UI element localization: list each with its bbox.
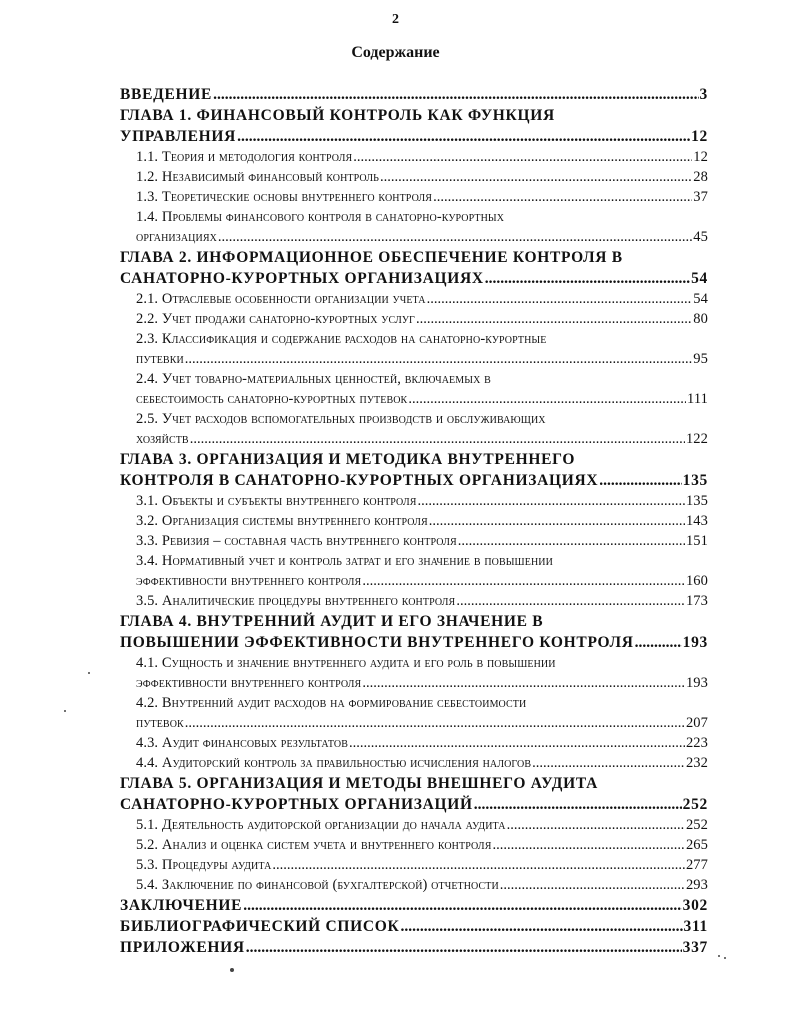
dot-leader: [380, 167, 692, 187]
toc-page-number: 95: [693, 351, 708, 367]
dot-leader: [458, 531, 685, 551]
toc-entry-title: эффективности внутреннего контроля: [136, 675, 362, 691]
toc-entry-title: 4.4. Аудиторский контроль за правильностью исчисления налогов: [136, 755, 532, 771]
toc-chapter[interactable]: [120, 611, 708, 653]
toc-page-number: 302: [682, 897, 708, 914]
toc-entry-title-line: 2.3. Классификация и содержание расходов на санаторно-курортные: [136, 331, 547, 347]
toc-page-number: 3: [699, 86, 708, 103]
toc-page-number: 232: [685, 755, 708, 771]
toc-entry-title: 3.1. Объекты и субъекты внутреннего контроля: [136, 493, 417, 509]
toc-section[interactable]: [120, 167, 708, 187]
page-number: 2: [392, 12, 399, 27]
toc-page-number: 135: [682, 472, 708, 489]
toc-section[interactable]: [120, 147, 708, 167]
toc-section[interactable]: [120, 733, 708, 753]
toc-section[interactable]: [120, 187, 708, 207]
toc-entry-title: 3.5. Аналитические процедуры внутреннего контроля: [136, 593, 456, 609]
toc-entry-title-line: 3.4. Нормативный учет и контроль затрат и его значение в повышении: [136, 553, 553, 569]
dot-leader: [218, 227, 692, 247]
toc-entry-title: путевки: [136, 351, 184, 367]
dot-leader: [246, 937, 682, 958]
toc-page-number: 45: [693, 229, 708, 245]
toc-entry-title: 3.3. Ревизия – составная часть внутреннего контроля: [136, 533, 457, 549]
toc-entry-title-line: 2.5. Учет расходов вспомогательных производств и обслуживающих: [136, 411, 546, 427]
toc-page-number: 151: [685, 533, 708, 549]
toc-entry-title: ЗАКЛЮЧЕНИЕ: [120, 897, 243, 914]
toc-page-number: 143: [685, 513, 708, 529]
dot-leader: [408, 389, 686, 409]
toc-entry-title: 1.2. Независимый финансовый контроль: [136, 169, 379, 185]
toc-page-number: 54: [691, 270, 708, 287]
toc-entry-title: САНАТОРНО-КУРОРТНЫХ ОРГАНИЗАЦИЯХ: [120, 270, 484, 287]
dot-leader: [243, 895, 681, 916]
toc-section[interactable]: [120, 369, 708, 409]
toc-page-number: 173: [685, 593, 708, 609]
dot-leader: [492, 835, 684, 855]
toc-section[interactable]: [120, 591, 708, 611]
dot-leader: [213, 84, 698, 105]
toc-section[interactable]: [120, 875, 708, 895]
toc-page-number: 122: [685, 431, 708, 447]
toc-entry-title-line: ГЛАВА 4. ВНУТРЕННИЙ АУДИТ И ЕГО ЗНАЧЕНИЕ В: [120, 613, 544, 630]
toc-section[interactable]: [120, 835, 708, 855]
toc-entry-title: БИБЛИОГРАФИЧЕСКИЙ СПИСОК: [120, 918, 400, 935]
dot-leader: [485, 268, 690, 289]
toc-entry-title-line: 2.4. Учет товарно-материальных ценностей, включаемых в: [136, 371, 491, 387]
toc-section[interactable]: [120, 491, 708, 511]
toc-entry-title: путевок: [136, 715, 184, 731]
toc-chapter[interactable]: [120, 84, 708, 105]
toc-chapter[interactable]: [120, 937, 708, 958]
toc-section[interactable]: [120, 409, 708, 449]
toc-entry-title: организациях: [136, 229, 217, 245]
toc-section[interactable]: [120, 511, 708, 531]
toc-entry-title: 1.3. Теоретические основы внутреннего контроля: [136, 189, 433, 205]
toc-chapter[interactable]: [120, 449, 708, 491]
dot-leader: [237, 126, 690, 147]
toc-entry-title: эффективности внутреннего контроля: [136, 573, 362, 589]
toc-page-number: 80: [693, 311, 708, 327]
dot-leader: [635, 632, 682, 653]
toc-entry-title: 1.1. Теория и методология контроля: [136, 149, 353, 165]
dot-leader: [362, 673, 685, 693]
toc-chapter[interactable]: [120, 773, 708, 815]
toc-page-number: 193: [682, 634, 708, 651]
toc-entry-title-line: ГЛАВА 5. ОРГАНИЗАЦИЯ И МЕТОДЫ ВНЕШНЕГО АУДИТА: [120, 775, 599, 792]
toc-section[interactable]: [120, 309, 708, 329]
dot-leader: [532, 753, 685, 773]
toc-page-number: 28: [693, 169, 708, 185]
toc-page-number: 293: [685, 877, 708, 893]
dot-leader: [599, 470, 681, 491]
toc-chapter[interactable]: [120, 105, 708, 147]
toc-entry-title: 5.4. Заключение по финансовой (бухгалтерской) отчетности: [136, 877, 499, 893]
toc-chapter[interactable]: [120, 916, 708, 937]
toc-section[interactable]: [120, 531, 708, 551]
toc-entry-title-line: ГЛАВА 3. ОРГАНИЗАЦИЯ И МЕТОДИКА ВНУТРЕННЕГО: [120, 451, 576, 468]
scan-speck: [88, 672, 90, 674]
toc-entry-title-line: ГЛАВА 1. ФИНАНСОВЫЙ КОНТРОЛЬ КАК ФУНКЦИЯ: [120, 107, 555, 124]
dot-leader: [433, 187, 692, 207]
dot-leader: [185, 349, 693, 369]
toc-page-number: 252: [682, 796, 708, 813]
dot-leader: [353, 147, 692, 167]
toc-page-number: 311: [683, 918, 708, 935]
toc-section[interactable]: [120, 289, 708, 309]
toc-page-number: 193: [685, 675, 708, 691]
toc-entry-title: 4.3. Аудит финансовых результатов: [136, 735, 349, 751]
dot-leader: [185, 713, 685, 733]
toc-page-number: 265: [685, 837, 708, 853]
toc-entry-title: 5.2. Анализ и оценка систем учета и внутреннего контроля: [136, 837, 492, 853]
toc-page-number: 12: [691, 128, 708, 145]
scan-speck: [724, 957, 726, 959]
toc-page-number: 12: [693, 149, 708, 165]
dot-leader: [272, 855, 685, 875]
table-of-contents: [120, 84, 708, 958]
toc-entry-title-line: 1.4. Проблемы финансового контроля в санаторно-курортных: [136, 209, 505, 225]
dot-leader: [500, 875, 685, 895]
toc-page-number: 252: [685, 817, 708, 833]
dot-leader: [416, 309, 692, 329]
toc-section[interactable]: [120, 693, 708, 733]
toc-entry-title: КОНТРОЛЯ В САНАТОРНО-КУРОРТНЫХ ОРГАНИЗАЦИЯХ: [120, 472, 599, 489]
toc-entry-title: 2.2. Учет продажи санаторно-курортных услуг: [136, 311, 415, 327]
toc-entry-title: ПОВЫШЕНИИ ЭФФЕКТИВНОСТИ ВНУТРЕННЕГО КОНТРОЛЯ: [120, 634, 634, 651]
toc-page-number: 277: [685, 857, 708, 873]
toc-chapter[interactable]: [120, 895, 708, 916]
toc-page-number: 223: [685, 735, 708, 751]
scan-speck: [718, 955, 720, 957]
toc-entry-title: ПРИЛОЖЕНИЯ: [120, 939, 245, 956]
toc-section[interactable]: [120, 653, 708, 693]
toc-page-number: 37: [693, 189, 708, 205]
dot-leader: [349, 733, 685, 753]
toc-page-number: 135: [685, 493, 708, 509]
toc-entry-title-line: ГЛАВА 2. ИНФОРМАЦИОННОЕ ОБЕСПЕЧЕНИЕ КОНТРОЛЯ В: [120, 249, 623, 266]
scan-speck: [230, 968, 234, 972]
toc-chapter[interactable]: [120, 247, 708, 289]
toc-entry-title: 5.3. Процедуры аудита: [136, 857, 272, 873]
dot-leader: [456, 591, 685, 611]
dot-leader: [362, 571, 685, 591]
scan-speck: [64, 710, 66, 712]
toc-entry-title: 3.2. Организация системы внутреннего контроля: [136, 513, 428, 529]
dot-leader: [418, 491, 685, 511]
toc-page-number: 160: [685, 573, 708, 589]
toc-entry-title: 2.1. Отраслевые особенности организации учета: [136, 291, 426, 307]
toc-entry-title-line: 4.1. Сущность и значение внутреннего аудита и его роль в повышении: [136, 655, 556, 671]
toc-entry-title: себестоимость санаторно-курортных путевок: [136, 391, 408, 407]
toc-page-number: 207: [685, 715, 708, 731]
dot-leader: [507, 815, 685, 835]
dot-leader: [401, 916, 683, 937]
toc-section[interactable]: [120, 207, 708, 247]
toc-entry-title: САНАТОРНО-КУРОРТНЫХ ОРГАНИЗАЦИЙ: [120, 796, 473, 813]
page-title: Содержание: [351, 44, 440, 61]
toc-entry-title: хозяйств: [136, 431, 189, 447]
toc-section[interactable]: [120, 551, 708, 591]
toc-section[interactable]: [120, 329, 708, 369]
toc-entry-title: 5.1. Деятельность аудиторской организации до начала аудита: [136, 817, 506, 833]
toc-page-number: 111: [687, 391, 708, 407]
dot-leader: [429, 511, 685, 531]
toc-page-number: 54: [693, 291, 708, 307]
toc-page-number: 337: [682, 939, 708, 956]
dot-leader: [474, 794, 682, 815]
toc-section[interactable]: [120, 815, 708, 835]
dot-leader: [427, 289, 693, 309]
toc-section[interactable]: [120, 855, 708, 875]
toc-entry-title: ВВЕДЕНИЕ: [120, 86, 213, 103]
toc-entry-title: УПРАВЛЕНИЯ: [120, 128, 237, 145]
toc-entry-title-line: 4.2. Внутренний аудит расходов на формирование себестоимости: [136, 695, 527, 711]
toc-section[interactable]: [120, 753, 708, 773]
dot-leader: [190, 429, 685, 449]
